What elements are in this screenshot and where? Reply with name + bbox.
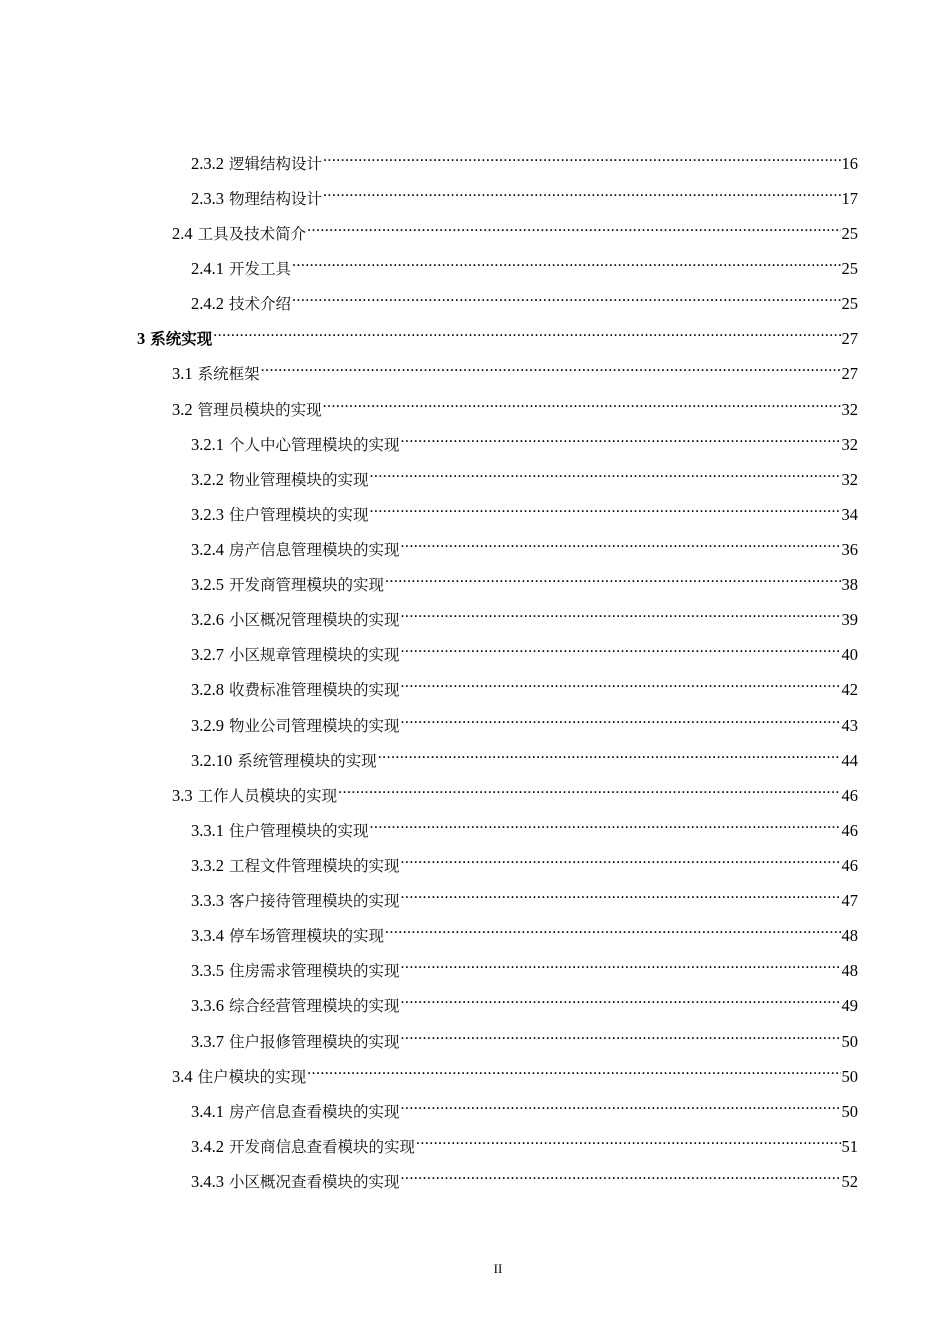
toc-entry[interactable] xyxy=(191,847,858,875)
dot-leader xyxy=(370,812,841,836)
toc-entry-number: 3.2.7 xyxy=(191,645,224,664)
dot-leader xyxy=(401,952,841,976)
toc-entry-page: 51 xyxy=(841,1137,858,1156)
toc-entry-title: 开发商信息查看模块的实现 xyxy=(229,1138,416,1156)
toc-entry-page: 38 xyxy=(841,575,858,594)
toc-entry-page: 44 xyxy=(841,751,858,770)
toc-entry-title: 客户接待管理模块的实现 xyxy=(229,892,400,910)
dot-leader xyxy=(385,566,840,590)
toc-entry-number: 3.2.8 xyxy=(191,680,224,699)
toc-entry[interactable] xyxy=(137,320,858,348)
toc-entry[interactable] xyxy=(191,636,858,664)
toc-entry[interactable] xyxy=(191,987,858,1015)
toc-entry-title: 开发商管理模块的实现 xyxy=(229,576,385,594)
toc-entry-page: 43 xyxy=(841,716,858,735)
toc-entry-number: 3.4 xyxy=(172,1067,193,1086)
dot-leader xyxy=(213,320,840,344)
dot-leader xyxy=(323,391,841,415)
footer-page-number: II xyxy=(493,1261,503,1276)
toc-entry-page: 17 xyxy=(841,189,858,208)
toc-entry-number: 2.4.1 xyxy=(191,259,224,278)
toc-entry[interactable] xyxy=(191,707,858,735)
toc-entry-number: 3.2.3 xyxy=(191,505,224,524)
toc-entry-number: 3.3.1 xyxy=(191,821,224,840)
toc-entry-page: 50 xyxy=(841,1102,858,1121)
toc-entry-number: 2.3.2 xyxy=(191,154,224,173)
toc-entry-page: 42 xyxy=(841,680,858,699)
toc-entry-title: 小区规章管理模块的实现 xyxy=(229,646,400,664)
dot-leader xyxy=(292,285,840,309)
toc-entry-page: 25 xyxy=(841,259,858,278)
dot-leader xyxy=(292,250,840,274)
toc-entry[interactable] xyxy=(191,1023,858,1051)
toc-entry[interactable] xyxy=(172,1058,858,1086)
toc-entry-number: 3.3.6 xyxy=(191,996,224,1015)
toc-entry-page: 46 xyxy=(841,821,858,840)
toc-entry-title: 住户报修管理模块的实现 xyxy=(229,1033,400,1051)
dot-leader xyxy=(401,671,841,695)
toc-entry-number: 3.2.2 xyxy=(191,470,224,489)
dot-leader xyxy=(401,1163,841,1187)
toc-entry[interactable] xyxy=(191,496,858,524)
toc-entry-number: 3.2.6 xyxy=(191,610,224,629)
toc-entry-page: 46 xyxy=(841,856,858,875)
toc-entry-page: 25 xyxy=(841,294,858,313)
toc-entry-title: 工作人员模块的实现 xyxy=(197,787,338,805)
toc-entry-title: 停车场管理模块的实现 xyxy=(229,927,385,945)
toc-entry-number: 3.3.2 xyxy=(191,856,224,875)
toc-entry-number: 2.4.2 xyxy=(191,294,224,313)
toc-entry-page: 16 xyxy=(841,154,858,173)
dot-leader xyxy=(401,707,841,731)
toc-entry[interactable] xyxy=(191,952,858,980)
toc-entry-page: 46 xyxy=(841,786,858,805)
toc-entry-title: 系统框架 xyxy=(197,365,260,383)
toc-entry-title: 个人中心管理模块的实现 xyxy=(229,436,400,454)
toc-entry-title: 系统管理模块的实现 xyxy=(237,752,377,770)
dot-leader xyxy=(401,531,841,555)
toc-entry-number: 3.2 xyxy=(172,400,193,419)
toc-entry[interactable] xyxy=(191,1128,858,1156)
toc-entry-title: 开发工具 xyxy=(229,260,292,278)
toc-entry-number: 3.4.3 xyxy=(191,1172,224,1191)
toc-entry[interactable] xyxy=(191,812,858,840)
dot-leader xyxy=(401,882,841,906)
dot-leader xyxy=(385,917,840,941)
toc-entry[interactable] xyxy=(191,671,858,699)
toc-entry[interactable] xyxy=(191,566,858,594)
dot-leader xyxy=(378,742,841,766)
toc-entry-number: 3.2.1 xyxy=(191,435,224,454)
dot-leader xyxy=(338,777,840,801)
toc-entry[interactable] xyxy=(191,742,858,770)
toc-entry-title: 房产信息查看模块的实现 xyxy=(229,1103,400,1121)
toc-entry[interactable] xyxy=(191,250,858,278)
toc-entry-title: 工具及技术简介 xyxy=(197,225,307,243)
toc-entry-title: 住户模块的实现 xyxy=(197,1068,307,1086)
dot-leader xyxy=(401,601,841,625)
toc-entry-number: 3.3.5 xyxy=(191,961,224,980)
toc-entry[interactable] xyxy=(191,145,858,173)
toc-entry-number: 3.4.2 xyxy=(191,1137,224,1156)
toc-entry-number: 3.3.7 xyxy=(191,1032,224,1051)
toc-entry-page: 52 xyxy=(841,1172,858,1191)
toc-entry-page: 40 xyxy=(841,645,858,664)
toc-entry-page: 32 xyxy=(841,400,858,419)
toc-entry-title: 住户管理模块的实现 xyxy=(229,506,369,524)
toc-entry-number: 2.3.3 xyxy=(191,189,224,208)
toc-entry-title: 逻辑结构设计 xyxy=(229,155,323,173)
toc-entry-title: 综合经营管理模块的实现 xyxy=(229,997,400,1015)
toc-entry-title: 物业公司管理模块的实现 xyxy=(229,717,400,735)
toc-entry-page: 39 xyxy=(841,610,858,629)
toc-entry-number: 3.3 xyxy=(172,786,193,805)
toc-entry[interactable] xyxy=(191,426,858,454)
toc-entry-number: 3.1 xyxy=(172,364,193,383)
toc-entry[interactable] xyxy=(191,882,858,910)
toc-entry-page: 50 xyxy=(841,1032,858,1051)
toc-entry[interactable] xyxy=(191,601,858,629)
toc-entry-title: 物业管理模块的实现 xyxy=(229,471,369,489)
toc-entry-title: 物理结构设计 xyxy=(229,190,323,208)
toc-entry-title: 房产信息管理模块的实现 xyxy=(229,541,400,559)
dot-leader xyxy=(401,426,841,450)
toc-entry-page: 36 xyxy=(841,540,858,559)
toc-entry-page: 50 xyxy=(841,1067,858,1086)
toc-entry-number: 3.4.1 xyxy=(191,1102,224,1121)
toc-entry[interactable] xyxy=(172,777,858,805)
toc-entry-number: 3 xyxy=(137,329,146,348)
toc-entry-page: 47 xyxy=(841,891,858,910)
toc-entry-page: 32 xyxy=(841,435,858,454)
toc-entry[interactable] xyxy=(191,461,858,489)
dot-leader xyxy=(307,1058,840,1082)
toc-entry-title: 小区概况查看模块的实现 xyxy=(229,1173,400,1191)
toc-entry-number: 3.2.4 xyxy=(191,540,224,559)
dot-leader xyxy=(323,145,840,169)
toc-entry[interactable] xyxy=(191,285,858,313)
dot-leader xyxy=(370,496,841,520)
dot-leader xyxy=(323,180,840,204)
dot-leader xyxy=(401,847,841,871)
toc-entry[interactable] xyxy=(172,215,858,243)
toc-entry-title: 收费标准管理模块的实现 xyxy=(229,681,400,699)
dot-leader xyxy=(401,1023,841,1047)
toc-entry-number: 3.3.4 xyxy=(191,926,224,945)
toc-entry-number: 3.3.3 xyxy=(191,891,224,910)
toc-entry-page: 27 xyxy=(841,364,858,383)
toc-entry[interactable] xyxy=(191,1163,858,1191)
toc-entry[interactable] xyxy=(191,1093,858,1121)
toc-entry-number: 3.2.10 xyxy=(191,751,233,770)
toc-entry-title: 管理员模块的实现 xyxy=(197,401,322,419)
toc-entry[interactable] xyxy=(172,391,858,419)
toc-entry[interactable] xyxy=(191,917,858,945)
toc-entry-title: 技术介绍 xyxy=(229,295,292,313)
toc-entry-title: 系统实现 xyxy=(150,330,213,348)
toc-entry-page: 48 xyxy=(841,926,858,945)
dot-leader xyxy=(370,461,841,485)
toc-entry-page: 34 xyxy=(841,505,858,524)
dot-leader xyxy=(416,1128,840,1152)
toc-entry-page: 49 xyxy=(841,996,858,1015)
toc-entry[interactable] xyxy=(191,531,858,559)
toc-entry[interactable] xyxy=(191,180,858,208)
toc-entry-page: 32 xyxy=(841,470,858,489)
toc-entry-number: 3.2.9 xyxy=(191,716,224,735)
toc-entry-number: 3.2.5 xyxy=(191,575,224,594)
dot-leader xyxy=(307,215,840,239)
toc-entry-page: 25 xyxy=(841,224,858,243)
toc-entry-title: 住房需求管理模块的实现 xyxy=(229,962,400,980)
dot-leader xyxy=(401,987,841,1011)
toc-entry-number: 2.4 xyxy=(172,224,193,243)
toc-entry[interactable] xyxy=(172,355,858,383)
dot-leader xyxy=(401,636,841,660)
toc-entry-title: 住户管理模块的实现 xyxy=(229,822,369,840)
toc-entry-page: 27 xyxy=(841,329,858,348)
dot-leader xyxy=(261,355,841,379)
toc-entry-page: 48 xyxy=(841,961,858,980)
toc-entry-title: 工程文件管理模块的实现 xyxy=(229,857,400,875)
toc-entry-title: 小区概况管理模块的实现 xyxy=(229,611,400,629)
dot-leader xyxy=(401,1093,841,1117)
